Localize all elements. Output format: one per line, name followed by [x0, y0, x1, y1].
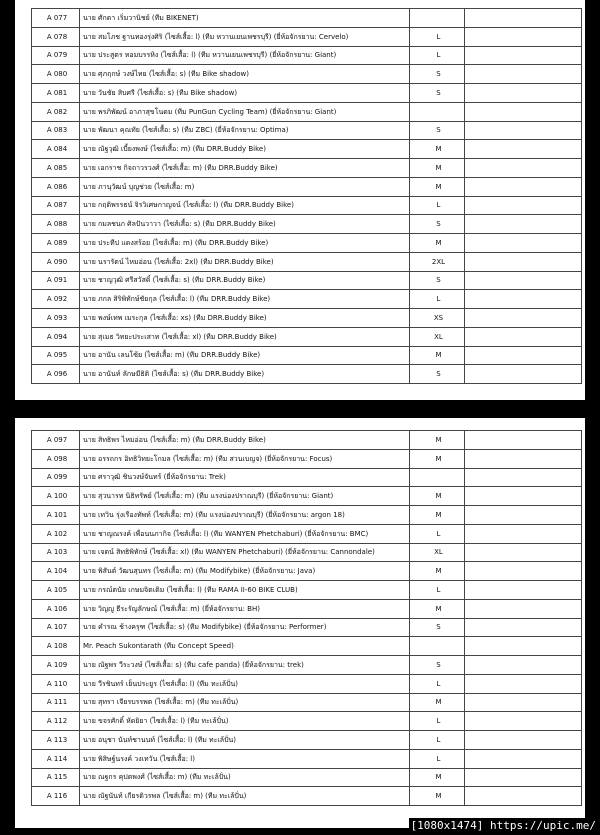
table-row	[32, 365, 582, 384]
rider-name-cell: Mr. Peach Sukontarath (ทีม Concept Speed)	[80, 637, 410, 656]
blank-cell	[465, 506, 582, 525]
rider-id-cell: A 116	[32, 787, 80, 806]
blank-cell	[465, 731, 582, 750]
shirt-size-cell: M	[410, 562, 465, 581]
table-row	[32, 271, 582, 290]
blank-cell	[465, 787, 582, 806]
rider-id-cell: A 110	[32, 674, 80, 693]
shirt-size-cell: L	[410, 196, 465, 215]
rider-name-cell: นาย วิญญู ธีระรัญลักษณ์ (ไซส์เสื้อ: m) (ยี่ห้อจักรยาน: BH)	[80, 599, 410, 618]
blank-cell	[465, 543, 582, 562]
table-row	[32, 327, 582, 346]
blank-cell	[465, 234, 582, 253]
shirt-size-cell: M	[410, 599, 465, 618]
blank-cell	[465, 271, 582, 290]
rider-id-cell: A 096	[32, 365, 80, 384]
rider-id-cell: A 077	[32, 9, 80, 28]
shirt-size-cell: M	[410, 431, 465, 450]
rider-name-cell: นาย นรารัตน์ ไหมอ่อน (ไซส์เสื้อ: 2xl) (ทีม DRR.Buddy Bike)	[80, 252, 410, 271]
blank-cell	[465, 177, 582, 196]
rider-id-cell: A 111	[32, 693, 80, 712]
shirt-size-cell	[410, 9, 465, 28]
table-row	[32, 159, 582, 178]
shirt-size-cell: L	[410, 749, 465, 768]
blank-cell	[465, 65, 582, 84]
rider-id-cell: A 104	[32, 562, 80, 581]
rider-name-cell: นาย สมโภช ฐานทองรุ่งศิริ (ไซส์เสื้อ: l) (ทีม หวานเยนเพชรบุรี) (ยี่ห้อจักรยาน: Cervelo)	[80, 27, 410, 46]
table-row	[32, 787, 582, 806]
table-row	[32, 581, 582, 600]
blank-cell	[465, 581, 582, 600]
shirt-size-cell: M	[410, 693, 465, 712]
table-row	[32, 9, 582, 28]
table-row	[32, 506, 582, 525]
table-row	[32, 309, 582, 328]
shirt-size-cell: S	[410, 65, 465, 84]
rider-id-cell: A 103	[32, 543, 80, 562]
shirt-size-cell: S	[410, 271, 465, 290]
table-row	[32, 346, 582, 365]
rider-id-cell: A 086	[32, 177, 80, 196]
rider-id-cell: A 083	[32, 121, 80, 140]
rider-name-cell: นาย ประสูตร หอมบรรหิง (ไซส์เสื้อ: l) (ทีม หวานเยนเพชรบุรี) (ยี่ห้อจักรยาน: Giant)	[80, 46, 410, 65]
rider-name-cell: นาย ศราวุฒิ ชินวงษ์จันทร์ (ยี่ห้อจักรยาน: Trek)	[80, 468, 410, 487]
blank-cell	[465, 468, 582, 487]
rider-name-cell: นาย สุวนารท นิธิทรัพย์ (ไซส์เสื้อ: m) (ทีม แรงน่องปราณบุรี) (ยี่ห้อจักรยาน: Giant)	[80, 487, 410, 506]
table-row	[32, 468, 582, 487]
rider-name-cell: นาย เทวิน รุ่งเรืองทัพท์ (ไซส์เสื้อ: m) (ทีม แรงน่องปราณบุรี) (ยี่ห้อจักรยาน: argon 18)	[80, 506, 410, 525]
shirt-size-cell: XS	[410, 309, 465, 328]
rider-name-cell: นาย อนุชา นันท์ชานนท์ (ไซส์เสื้อ: l) (ทีม ทะเล้ปั่น)	[80, 731, 410, 750]
table-row	[32, 524, 582, 543]
shirt-size-cell: L	[410, 674, 465, 693]
shirt-size-cell: M	[410, 140, 465, 159]
rider-id-cell: A 079	[32, 46, 80, 65]
shirt-size-cell	[410, 468, 465, 487]
rider-id-cell: A 100	[32, 487, 80, 506]
shirt-size-cell: L	[410, 712, 465, 731]
rider-name-cell: นาย สุเมธ วิทยะประเสาท (ไซส์เสื้อ: xl) (ทีม DRR.Buddy Bike)	[80, 327, 410, 346]
rider-id-cell: A 105	[32, 581, 80, 600]
shirt-size-cell: L	[410, 290, 465, 309]
table-row	[32, 449, 582, 468]
rider-id-cell: A 088	[32, 215, 80, 234]
shirt-size-cell: M	[410, 506, 465, 525]
blank-cell	[465, 84, 582, 103]
shirt-size-cell: L	[410, 46, 465, 65]
blank-cell	[465, 102, 582, 121]
rider-name-cell: นาย ศักดา เริ่มวานิชย์ (ทีม BIKENET)	[80, 9, 410, 28]
table-row	[32, 431, 582, 450]
rider-name-cell: นาย ชาญณรงค์ เพื่อนนภากิจ (ไซส์เสื้อ: l) (ทีม WANYEN Phetchaburi) (ยี่ห้อจักรยาน: BMC)	[80, 524, 410, 543]
document-page-1	[15, 0, 585, 400]
table-row	[32, 177, 582, 196]
table-row	[32, 637, 582, 656]
table-row	[32, 599, 582, 618]
blank-cell	[465, 524, 582, 543]
rider-id-cell: A 113	[32, 731, 80, 750]
rider-name-cell: นาย ณฐกร คุปตพงศ์ (ไซส์เสื้อ: m) (ทีม ทะเล้ปั่น)	[80, 768, 410, 787]
rider-name-cell: นาย ณัฐนันท์ เกียรติวรพล (ไซส์เสื้อ: m) (ทีม ทะเล้ปั่น)	[80, 787, 410, 806]
rider-name-cell: นาย ณัฐพร วีระวงษ์ (ไซส์เสื้อ: s) (ทีม cafe panda) (ยี่ห้อจักรยาน: trek)	[80, 656, 410, 675]
shirt-size-cell	[410, 102, 465, 121]
rider-name-cell: นาย ภานุวัฒน์ บุญช่วย (ไซส์เสื้อ: m)	[80, 177, 410, 196]
rider-id-cell: A 090	[32, 252, 80, 271]
blank-cell	[465, 656, 582, 675]
shirt-size-cell: S	[410, 365, 465, 384]
blank-cell	[465, 27, 582, 46]
blank-cell	[465, 599, 582, 618]
rider-id-cell: A 084	[32, 140, 80, 159]
rider-id-cell: A 107	[32, 618, 80, 637]
rider-id-cell: A 094	[32, 327, 80, 346]
rider-id-cell: A 089	[32, 234, 80, 253]
rider-name-cell: นาย ประทีป แดงสร้อย (ไซส์เสื้อ: m) (ทีม DRR.Buddy Bike)	[80, 234, 410, 253]
rider-id-cell: A 082	[32, 102, 80, 121]
rider-name-cell: นาย ภกล สิริพิทักษ์ชัยกุล (ไซส์เสื้อ: l) (ทีม DRR.Buddy Bike)	[80, 290, 410, 309]
registration-table-body	[32, 431, 582, 806]
rider-name-cell: นาย ขจรศักดิ์ หัดยิยา (ไซส์เสื้อ: l) (ทีม ทะเล้ปั่น)	[80, 712, 410, 731]
table-row	[32, 27, 582, 46]
shirt-size-cell: M	[410, 787, 465, 806]
rider-name-cell: นาย วีรชินทร์ เย็นประยูร (ไซส์เสื้อ: l) (ทีม ทะเล้ปั่น)	[80, 674, 410, 693]
rider-id-cell: A 099	[32, 468, 80, 487]
rider-id-cell: A 078	[32, 27, 80, 46]
blank-cell	[465, 196, 582, 215]
table-row	[32, 618, 582, 637]
image-size-watermark: [1080x1474] https://upic.me/	[410, 819, 596, 832]
blank-cell	[465, 9, 582, 28]
blank-cell	[465, 140, 582, 159]
blank-cell	[465, 637, 582, 656]
shirt-size-cell: M	[410, 449, 465, 468]
rider-name-cell: นาย สุทรา เจียรบรรพต (ไซส์เสื้อ: m) (ทีม ทะเล้ปั่น)	[80, 693, 410, 712]
shirt-size-cell: S	[410, 84, 465, 103]
rider-name-cell: นาย อรรถกร อิทธิวิทยะโกมล (ไซส์เสื้อ: m) (ทีม สวนเบญจ) (ยี่ห้อจักรยาน: Focus)	[80, 449, 410, 468]
shirt-size-cell: M	[410, 159, 465, 178]
rider-name-cell: นาย อานันท์ ลักษมีธิติ (ไซส์เสื้อ: s) (ทีม DRR.Buddy Bike)	[80, 365, 410, 384]
table-row	[32, 290, 582, 309]
rider-name-cell: นาย พงษ์เทพ เมระกุล (ไซส์เสื้อ: xs) (ทีม DRR.Buddy Bike)	[80, 309, 410, 328]
shirt-size-cell	[410, 637, 465, 656]
table-row	[32, 140, 582, 159]
rider-id-cell: A 106	[32, 599, 80, 618]
rider-id-cell: A 098	[32, 449, 80, 468]
rider-name-cell: นาย พรภิพัฒน์ อาภาสุขโนดม (ทีม PunGun Cycling Team) (ยี่ห้อจักรยาน: Giant)	[80, 102, 410, 121]
blank-cell	[465, 562, 582, 581]
shirt-size-cell: L	[410, 524, 465, 543]
blank-cell	[465, 674, 582, 693]
rider-id-cell: A 101	[32, 506, 80, 525]
rider-id-cell: A 097	[32, 431, 80, 450]
rider-id-cell: A 093	[32, 309, 80, 328]
blank-cell	[465, 449, 582, 468]
blank-cell	[465, 768, 582, 787]
table-row	[32, 196, 582, 215]
table-row	[32, 656, 582, 675]
blank-cell	[465, 46, 582, 65]
table-row	[32, 84, 582, 103]
rider-name-cell: นาย เอกราช กิจถาวรวงศ์ (ไซส์เสื้อ: m) (ทีม DRR.Buddy Bike)	[80, 159, 410, 178]
blank-cell	[465, 693, 582, 712]
rider-name-cell: นาย กรณ์ตนัย เกษมจิตเติม (ไซส์เสื้อ: l) (ทีม RAMA II-60 BIKE CLUB)	[80, 581, 410, 600]
blank-cell	[465, 712, 582, 731]
table-row	[32, 46, 582, 65]
rider-name-cell: นาย เจตน์ สิทธิพิทักษ์ (ไซส์เสื้อ: xl) (ทีม WANYEN Phetchaburi) (ยี่ห้อจักรยาน: Cannondale)	[80, 543, 410, 562]
rider-id-cell: A 108	[32, 637, 80, 656]
rider-name-cell: นาย พิสิษฐ์นรงค์ วงเทวัน (ไซส์เสื้อ: l)	[80, 749, 410, 768]
registration-table-body	[32, 9, 582, 384]
rider-name-cell: นาย คำรณ ช้างครุฑ (ไซส์เสื้อ: s) (ทีม Modifybike) (ยี่ห้อจักรยาน: Performer)	[80, 618, 410, 637]
shirt-size-cell: L	[410, 581, 465, 600]
blank-cell	[465, 121, 582, 140]
registration-table-2	[31, 430, 582, 806]
rider-id-cell: A 112	[32, 712, 80, 731]
rider-name-cell: นาย ชาญวุฒิ ศรีสวัสดิ์ (ไซส์เสื้อ: s) (ทีม DRR.Buddy Bike)	[80, 271, 410, 290]
blank-cell	[465, 252, 582, 271]
rider-id-cell: A 095	[32, 346, 80, 365]
rider-id-cell: A 087	[32, 196, 80, 215]
shirt-size-cell: M	[410, 234, 465, 253]
shirt-size-cell: XL	[410, 543, 465, 562]
shirt-size-cell: M	[410, 768, 465, 787]
blank-cell	[465, 290, 582, 309]
table-row	[32, 102, 582, 121]
table-row	[32, 234, 582, 253]
shirt-size-cell: L	[410, 27, 465, 46]
rider-name-cell: นาย วันชัย สิบศรี (ไซส์เสื้อ: s) (ทีม Bike shadow)	[80, 84, 410, 103]
shirt-size-cell: S	[410, 215, 465, 234]
table-row	[32, 215, 582, 234]
table-row	[32, 731, 582, 750]
table-row	[32, 693, 582, 712]
shirt-size-cell: S	[410, 656, 465, 675]
blank-cell	[465, 327, 582, 346]
shirt-size-cell: M	[410, 177, 465, 196]
rider-name-cell: นาย อานัน เลนโซ้ย (ไซส์เสื้อ: m) (ทีม DRR.Buddy Bike)	[80, 346, 410, 365]
blank-cell	[465, 618, 582, 637]
table-row	[32, 252, 582, 271]
table-row	[32, 749, 582, 768]
blank-cell	[465, 431, 582, 450]
rider-id-cell: A 115	[32, 768, 80, 787]
table-row	[32, 487, 582, 506]
rider-name-cell: นาย ณัฐวุฒิ เบี้ยงพงษ์ (ไซส์เสื้อ: m) (ทีม DRR.Buddy Bike)	[80, 140, 410, 159]
blank-cell	[465, 346, 582, 365]
table-row	[32, 121, 582, 140]
rider-id-cell: A 114	[32, 749, 80, 768]
blank-cell	[465, 159, 582, 178]
rider-name-cell: นาย กมลชนก ศิลปันวาวา (ไซส์เสื้อ: s) (ทีม DRR.Buddy Bike)	[80, 215, 410, 234]
blank-cell	[465, 365, 582, 384]
table-row	[32, 65, 582, 84]
blank-cell	[465, 215, 582, 234]
rider-id-cell: A 081	[32, 84, 80, 103]
rider-name-cell: นาย พัฒนา คุณทัย (ไซส์เสื้อ: s) (ทีม ZBC) (ยี่ห้อจักรยาน: Optima)	[80, 121, 410, 140]
registration-table-1	[31, 8, 582, 384]
table-row	[32, 674, 582, 693]
shirt-size-cell: L	[410, 731, 465, 750]
blank-cell	[465, 749, 582, 768]
blank-cell	[465, 487, 582, 506]
shirt-size-cell: M	[410, 487, 465, 506]
shirt-size-cell: XL	[410, 327, 465, 346]
blank-cell	[465, 309, 582, 328]
rider-id-cell: A 085	[32, 159, 80, 178]
rider-name-cell: นาย สิทธิพร ไหมอ่อน (ไซส์เสื้อ: m) (ทีม DRR.Buddy Bike)	[80, 431, 410, 450]
shirt-size-cell: S	[410, 121, 465, 140]
rider-id-cell: A 102	[32, 524, 80, 543]
document-page-2	[15, 418, 585, 828]
rider-id-cell: A 091	[32, 271, 80, 290]
rider-id-cell: A 080	[32, 65, 80, 84]
shirt-size-cell: M	[410, 346, 465, 365]
rider-id-cell: A 109	[32, 656, 80, 675]
table-row	[32, 543, 582, 562]
rider-name-cell: นาย ศุภฤกษ์ วงษ์ไทย (ไซส์เสื้อ: s) (ทีม Bike shadow)	[80, 65, 410, 84]
table-row	[32, 768, 582, 787]
shirt-size-cell: S	[410, 618, 465, 637]
shirt-size-cell: 2XL	[410, 252, 465, 271]
table-row	[32, 562, 582, 581]
rider-name-cell: นาย กฤติพรรธน์ จิรวิเศษกาญจน์ (ไซส์เสื้อ: l) (ทีม DRR.Buddy Bike)	[80, 196, 410, 215]
rider-id-cell: A 092	[32, 290, 80, 309]
rider-name-cell: นาย พิสันต์ วัฒนสุนทร (ไซส์เสื้อ: m) (ทีม Modifybike) (ยี่ห้อจักรยาน: Java)	[80, 562, 410, 581]
table-row	[32, 712, 582, 731]
